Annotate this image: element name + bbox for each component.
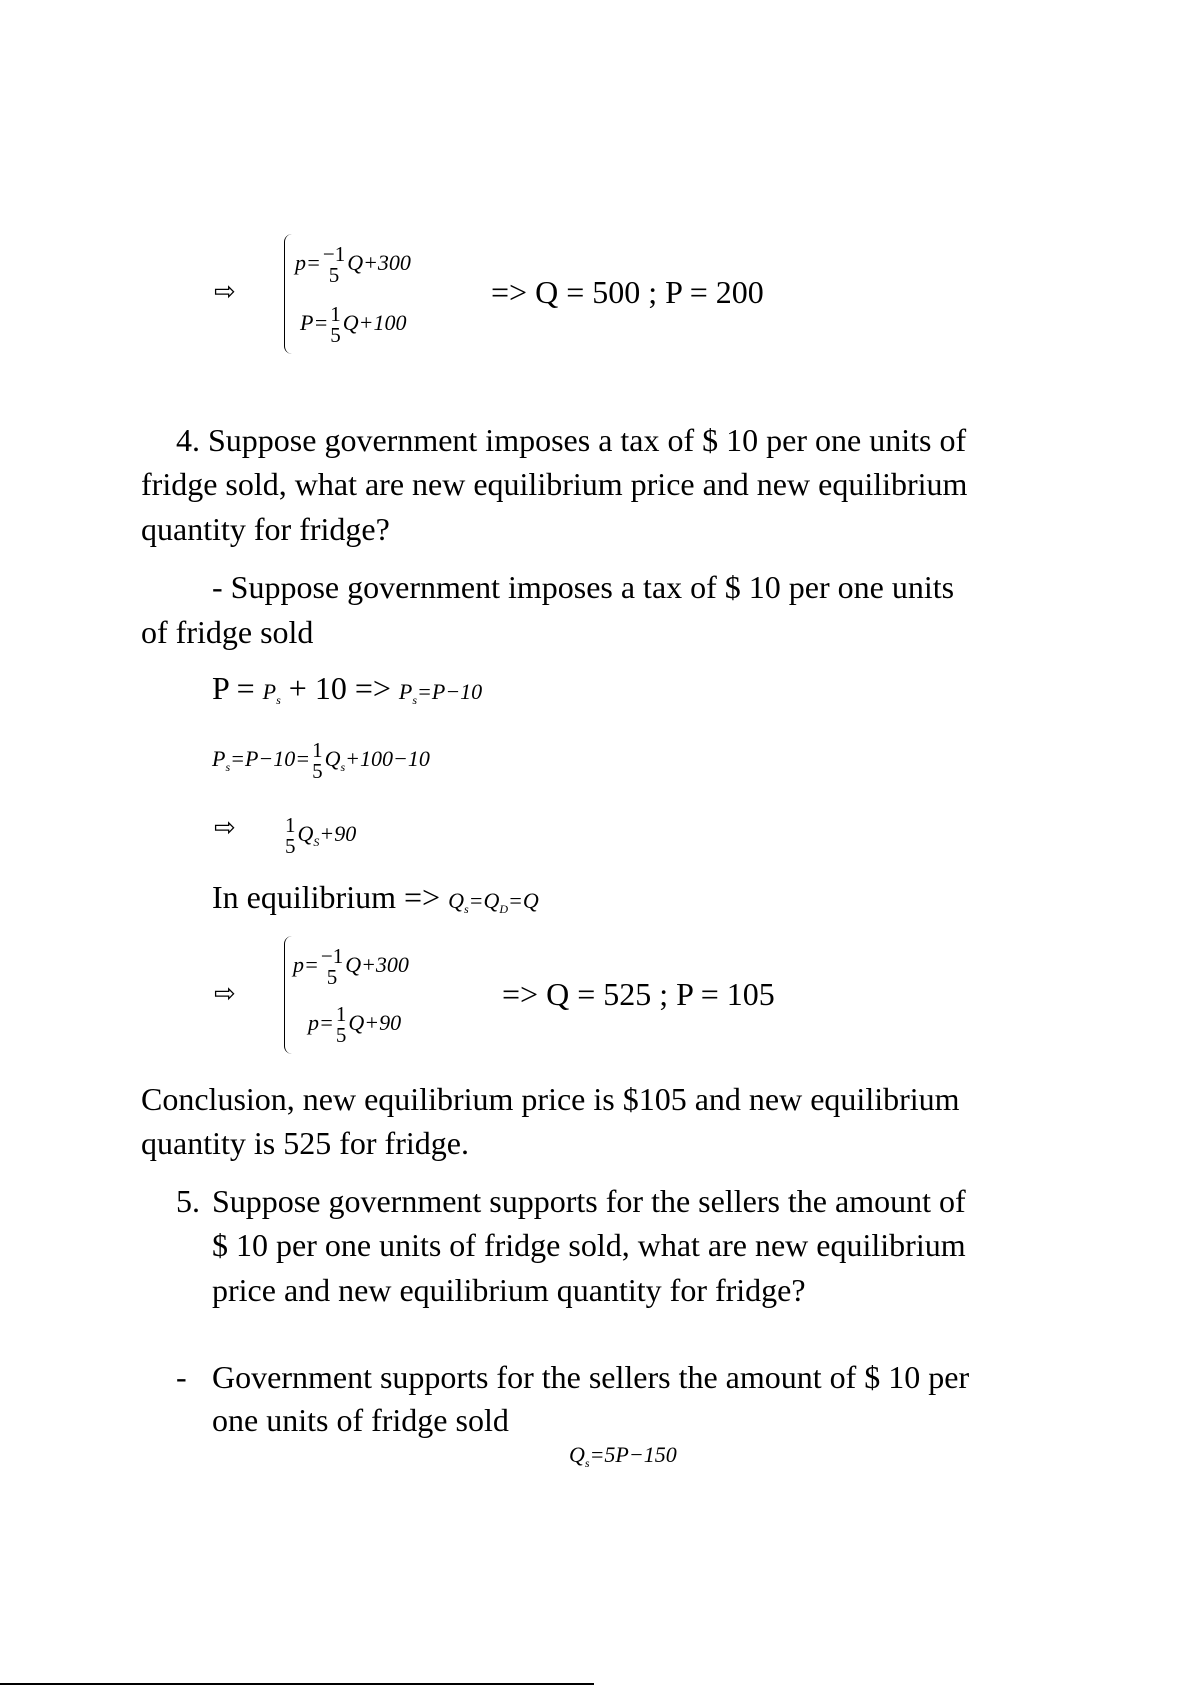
q5-line-1: Suppose government supports for the sellers the amount of	[212, 1183, 966, 1219]
q5-answer-dash: -	[176, 1359, 187, 1395]
implies-arrow-icon: ⇨	[214, 277, 236, 307]
equilibrium-result-1: => Q = 500 ; P = 200	[491, 274, 764, 310]
q4-answer-line-2: of fridge sold	[141, 614, 314, 650]
system-brace	[284, 936, 293, 1054]
seller-price-equation: $P_s=P-10=$ 1 5 $Q_s+100-10$	[212, 738, 430, 783]
equation-demand: p= −1 5 Q+300	[293, 944, 409, 989]
q5-line-3: price and new equilibrium quantity for fridge?	[212, 1272, 806, 1308]
conclusion-line-1: Conclusion, new equilibrium price is $105 and new equilibrium	[141, 1081, 960, 1117]
q5-line-2: $ 10 per one units of fridge sold, what are new equilibrium	[212, 1227, 966, 1263]
q5-answer-line-1: Government supports for the sellers the amount of $ 10 per	[212, 1359, 970, 1395]
footnote-separator	[0, 1683, 594, 1685]
supply-formula: $Q_s=5P-150$	[569, 1442, 677, 1470]
new-supply-equation: 1 5 $Q_S+90$	[285, 813, 357, 858]
equilibrium-condition: In equilibrium => $Q_s=Q_D=Q$	[212, 879, 539, 916]
implies-arrow-icon: ⇨	[214, 979, 236, 1009]
q5-number: 5.	[176, 1183, 200, 1219]
equation-supply: P= 1 5 Q+100	[300, 302, 407, 347]
system-brace	[284, 234, 293, 354]
q5-answer-line-2: one units of fridge sold	[212, 1402, 509, 1438]
conclusion-line-2: quantity is 525 for fridge.	[141, 1125, 469, 1161]
equilibrium-result-2: => Q = 525 ; P = 105	[502, 976, 775, 1012]
q4-line-2: fridge sold, what are new equilibrium price and new equilibrium	[141, 466, 968, 502]
tax-price-relation: $P = P_s + 10 => P_s=P-10$	[212, 670, 483, 707]
implies-arrow-icon: ⇨	[214, 813, 236, 843]
q4-line-3: quantity for fridge?	[141, 511, 390, 547]
q4-answer-line-1: - Suppose government imposes a tax of $ 10 per one units	[212, 569, 955, 605]
equation-new-supply: p= 1 5 Q+90	[308, 1002, 402, 1047]
equation-demand: p= −1 5 Q+300	[295, 242, 411, 287]
q4-line-1: 4. Suppose government imposes a tax of $ 10 per one units of	[176, 422, 967, 458]
